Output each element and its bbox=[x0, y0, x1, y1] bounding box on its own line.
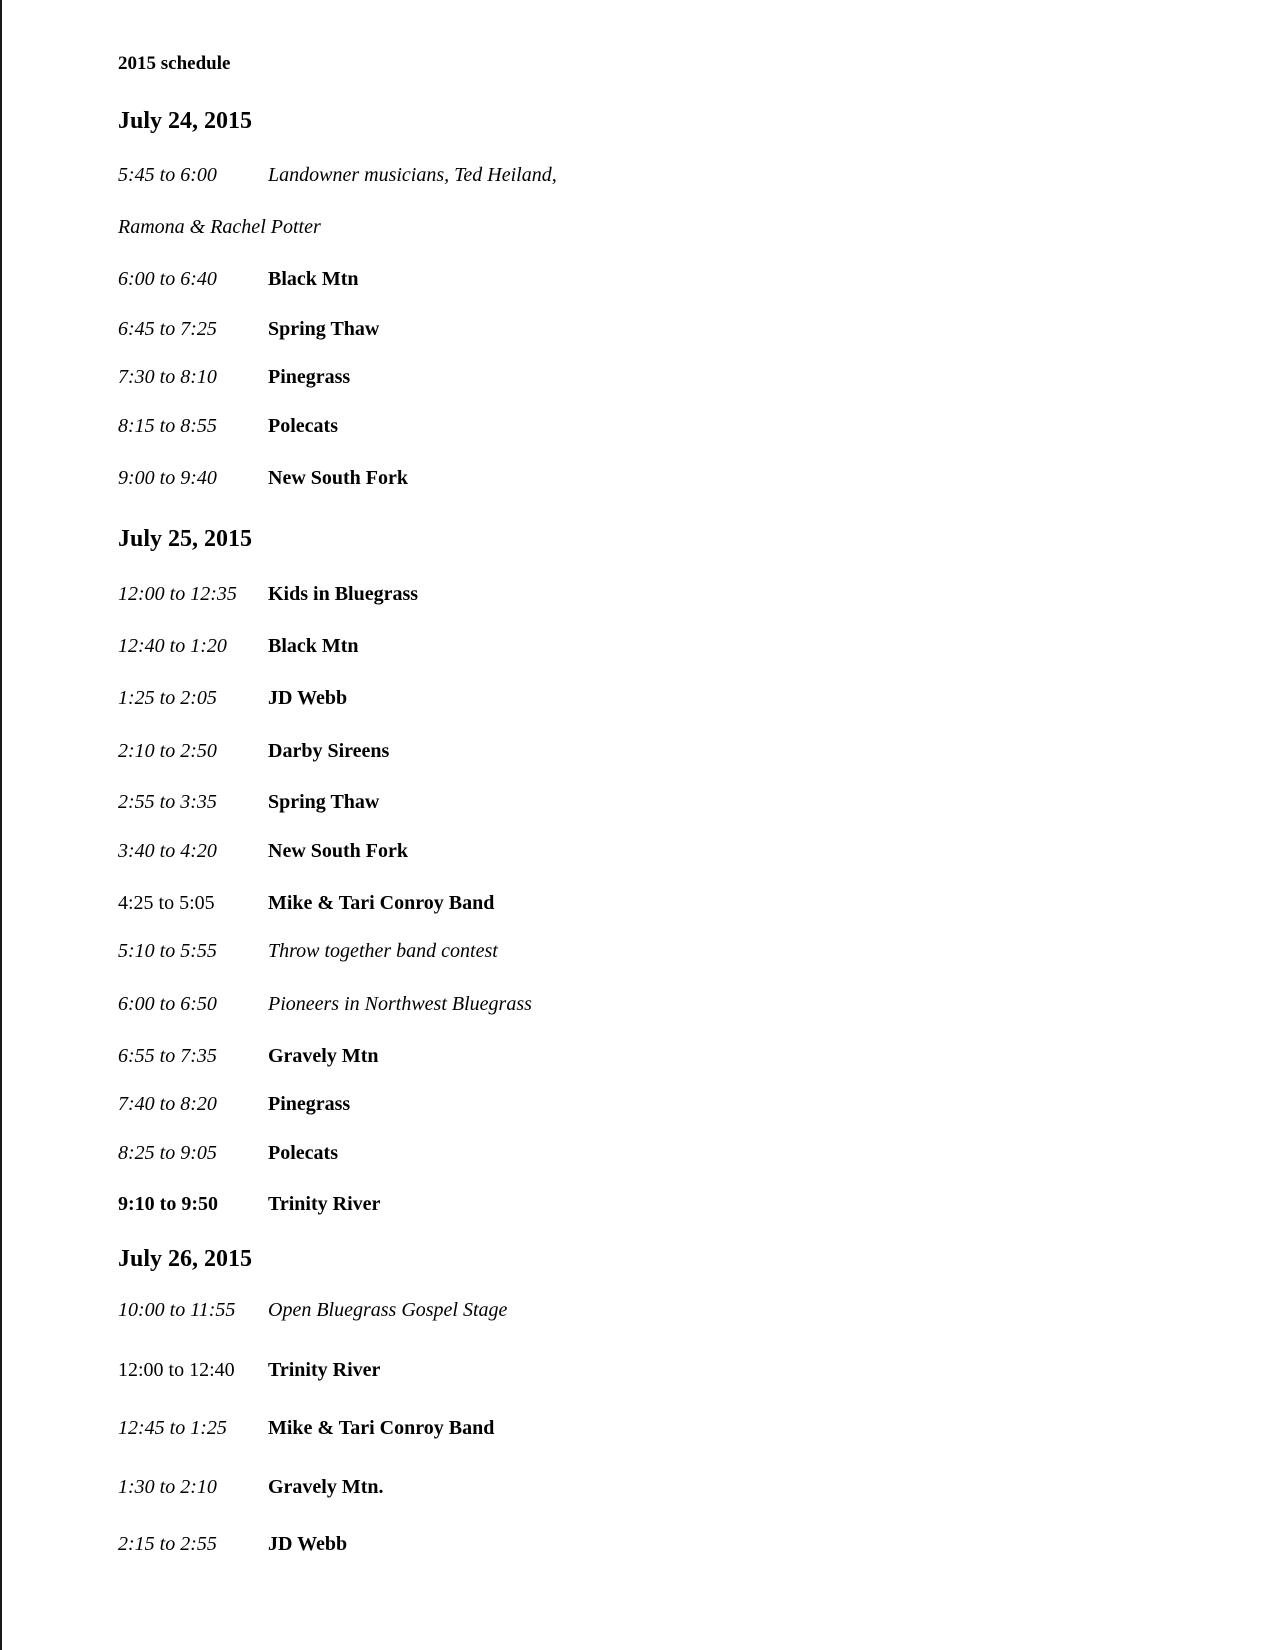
schedule-row bbox=[118, 737, 818, 765]
slot-time: 6:45 to 7:25 bbox=[118, 318, 217, 340]
day-heading-july-25: July 25, 2015 bbox=[118, 526, 253, 552]
page-left-border bbox=[0, 0, 2, 1650]
slot-time: 8:25 to 9:05 bbox=[118, 1142, 217, 1164]
schedule-row bbox=[118, 1090, 818, 1118]
slot-time: 2:15 to 2:55 bbox=[118, 1533, 217, 1555]
slot-act: Pinegrass bbox=[268, 1093, 351, 1115]
slot-act: JD Webb bbox=[268, 687, 348, 709]
schedule-row bbox=[118, 1356, 818, 1384]
slot-act: Spring Thaw bbox=[268, 791, 380, 813]
schedule-row bbox=[118, 363, 818, 391]
schedule-row bbox=[118, 937, 818, 965]
slot-time: 9:10 to 9:50 bbox=[118, 1193, 218, 1215]
slot-time: 12:40 to 1:20 bbox=[118, 635, 227, 657]
schedule-row bbox=[118, 632, 818, 660]
slot-time: 5:10 to 5:55 bbox=[118, 940, 217, 962]
slot-time: 7:40 to 8:20 bbox=[118, 1093, 217, 1115]
slot-time: 10:00 to 11:55 bbox=[118, 1299, 236, 1321]
document-title: 2015 schedule bbox=[118, 53, 231, 74]
schedule-row bbox=[118, 1139, 818, 1167]
slot-act: Landowner musicians, Ted Heiland, bbox=[268, 164, 557, 186]
schedule-row bbox=[118, 412, 818, 440]
slot-act: Gravely Mtn. bbox=[268, 1476, 384, 1498]
slot-act: Black Mtn bbox=[268, 268, 359, 290]
slot-time: 12:45 to 1:25 bbox=[118, 1417, 227, 1439]
slot-act: Pinegrass bbox=[268, 366, 351, 388]
schedule-row bbox=[118, 1042, 818, 1070]
slot-act: Open Bluegrass Gospel Stage bbox=[268, 1299, 508, 1321]
slot-time: 8:15 to 8:55 bbox=[118, 415, 217, 437]
schedule-row bbox=[118, 889, 818, 917]
schedule-row bbox=[118, 315, 818, 343]
slot-act-continuation: Ramona & Rachel Potter bbox=[118, 216, 321, 238]
slot-act: Trinity River bbox=[268, 1193, 381, 1215]
slot-time: 12:00 to 12:40 bbox=[118, 1359, 235, 1381]
day-heading-july-26: July 26, 2015 bbox=[118, 1246, 253, 1272]
slot-time: 12:00 to 12:35 bbox=[118, 583, 237, 605]
slot-act: Spring Thaw bbox=[268, 318, 380, 340]
schedule-row bbox=[118, 580, 818, 608]
slot-time: 6:00 to 6:50 bbox=[118, 993, 217, 1015]
slot-time: 4:25 to 5:05 bbox=[118, 892, 215, 914]
slot-time: 6:55 to 7:35 bbox=[118, 1045, 217, 1067]
slot-time: 1:25 to 2:05 bbox=[118, 687, 217, 709]
slot-act: Throw together band contest bbox=[268, 940, 498, 962]
schedule-row bbox=[118, 1190, 818, 1218]
slot-time: 5:45 to 6:00 bbox=[118, 164, 217, 186]
slot-act: Trinity River bbox=[268, 1359, 381, 1381]
schedule-row bbox=[118, 464, 818, 492]
slot-act: Polecats bbox=[268, 1142, 338, 1164]
slot-act: New South Fork bbox=[268, 840, 409, 862]
schedule-row bbox=[118, 265, 818, 293]
slot-time: 9:00 to 9:40 bbox=[118, 467, 217, 489]
day-heading-july-24: July 24, 2015 bbox=[118, 108, 253, 134]
slot-act: Polecats bbox=[268, 415, 338, 437]
slot-act: Mike & Tari Conroy Band bbox=[268, 1417, 495, 1439]
schedule-row bbox=[118, 837, 818, 865]
slot-time: 2:10 to 2:50 bbox=[118, 740, 217, 762]
slot-act: New South Fork bbox=[268, 467, 409, 489]
slot-act: Mike & Tari Conroy Band bbox=[268, 892, 495, 914]
schedule-row bbox=[118, 788, 818, 816]
slot-time: 1:30 to 2:10 bbox=[118, 1476, 217, 1498]
slot-act: Darby Sireens bbox=[268, 740, 390, 762]
slot-time: 7:30 to 8:10 bbox=[118, 366, 217, 388]
slot-time: 3:40 to 4:20 bbox=[118, 840, 217, 862]
schedule-row bbox=[118, 1473, 818, 1501]
slot-time: 6:00 to 6:40 bbox=[118, 268, 217, 290]
schedule-row bbox=[118, 161, 818, 189]
schedule-row bbox=[118, 1530, 818, 1558]
slot-act: Kids in Bluegrass bbox=[268, 583, 419, 605]
schedule-row bbox=[118, 990, 818, 1018]
slot-act: JD Webb bbox=[268, 1533, 348, 1555]
slot-act: Gravely Mtn bbox=[268, 1045, 379, 1067]
slot-act: Black Mtn bbox=[268, 635, 359, 657]
schedule-row bbox=[118, 1296, 818, 1324]
slot-act: Pioneers in Northwest Bluegrass bbox=[268, 993, 532, 1015]
schedule-row bbox=[118, 684, 818, 712]
slot-time: 2:55 to 3:35 bbox=[118, 791, 217, 813]
schedule-row bbox=[118, 1414, 818, 1442]
